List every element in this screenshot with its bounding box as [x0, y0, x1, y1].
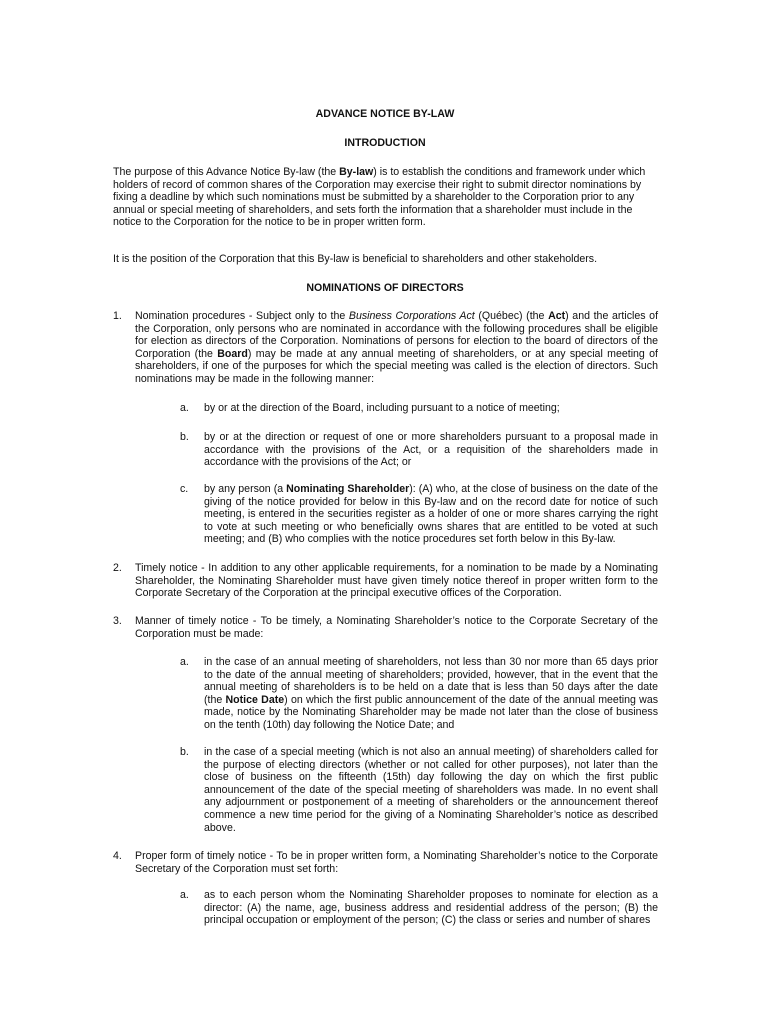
- defined-term: Nominating Shareholder: [286, 483, 410, 495]
- nominations-heading: NOMINATIONS OF DIRECTORS: [306, 282, 464, 294]
- item-text: by or at the direction of the Board, including pursuant to a notice of meeting;: [204, 402, 560, 414]
- intro-paragraph-2: It is the position of the Corporation that this By-law is beneficial to shareholders and other stakeholders.: [113, 253, 598, 265]
- section-text: Proper form of timely notice - To be in proper written form, a Nominating Shareholder’s notice to the Corporate Secretary of the Corporation must set forth:: [135, 850, 658, 875]
- item-letter: a.: [180, 656, 189, 668]
- document-title: ADVANCE NOTICE BY-LAW: [315, 108, 455, 120]
- section-number: 2.: [113, 562, 122, 574]
- section-text: Timely notice - In addition to any other applicable requirements, for a nomination to be made by a Nominating Shareholder, the Nominating Shareholder must have given timely notice thereof in proper written form to the Corporate Secretary of the Corporation at the principal executive offices of the Corporation.: [135, 562, 658, 600]
- item-letter: b.: [180, 431, 189, 443]
- item-text: by or at the direction or request of one or more shareholders pursuant to a proposal made in accordance with the provisions of the Act, or a requisition of the shareholders made in accordance with the provisions of the Act; or: [204, 431, 658, 469]
- section-text: Nomination procedures - Subject only to the Business Corporations Act (Québec) (the Act) and the articles of the Corporation, only persons who are nominated in accordance with the following procedures shall be eligible for election as directors of the Corporation. Nominations of persons for election to the board of directors of the Corporation (the Board) may be made at any annual meeting of shareholders, or at any special meeting of shareholders, if one of the purposes for which the special meeting was called is the election of directors. Such nominations may be made in the following manner:: [135, 310, 659, 385]
- item-letter: a.: [180, 402, 189, 414]
- item-text: in the case of an annual meeting of shareholders, not less than 30 nor more than 65 days prior to the date of the annual meeting of shareholders; provided, however, that in the event that the annual meeting of shareholders is to be held on a date that is less than 50 days after the date (the Notice Date) on which the first public announcement of the date of the annual meeting was made, notice by the Nominating Shareholder may be made not later than the close of business on the tenth (10th) day following the Notice Date; and: [204, 656, 659, 731]
- item-letter: a.: [180, 889, 189, 901]
- item-text: in the case of a special meeting (which is not also an annual meeting) of shareholders called for the purpose of electing directors (whether or not called for other purposes), not later than the close of business on the fifteenth (15th) day following the day on which the first public announcement of the date of the special meeting of shareholders was made. In no event shall any adjournment or postponement of a meeting of shareholders or the announcement thereof commence a new time period for the giving of a Nominating Shareholder’s notice as described above.: [204, 746, 658, 834]
- section-text: Manner of timely notice - To be timely, a Nominating Shareholder’s notice to the Corporate Secretary of the Corporation must be made:: [135, 615, 658, 640]
- defined-term: By-law: [339, 166, 374, 178]
- defined-term: Act: [548, 310, 566, 322]
- item-text: as to each person whom the Nominating Shareholder proposes to nominate for election as a director: (A) the name, age, business address and residential address of the person; (B) the principal occupation or employment of the person; (C) the class or series and number of shares: [204, 889, 658, 927]
- defined-term: Notice Date: [225, 693, 285, 706]
- defined-term: Board: [217, 347, 248, 360]
- intro-paragraph-1: The purpose of this Advance Notice By-law (the By-law) is to establish the conditions and framework under which holders of record of common shares of the Corporation may exercise their right to submit director nominations by fixing a deadline by which such nominations must be submitted by a shareholder to the Corporation prior to any annual or special meeting of shareholders, and sets forth the information that a shareholder must include in the notice to the Corporation for the notice to be in proper written form.: [113, 166, 646, 229]
- introduction-heading: INTRODUCTION: [344, 137, 426, 149]
- section-number: 1.: [113, 310, 122, 322]
- act-name: Business Corporations Act: [348, 310, 475, 322]
- item-text: by any person (a Nominating Shareholder): (A) who, at the close of business on the date of the giving of the notice provided for below in this By-law and on the record date for notice of such meeting, is entered in the securities register as a holder of one or more shares carrying the right to vote at such meeting or who beneficially owns shares that are entitled to be voted at such meeting; and (B) who complies with the notice procedures set forth below in this By-law.: [204, 483, 658, 546]
- item-letter: c.: [180, 483, 189, 495]
- section-number: 4.: [113, 850, 122, 862]
- section-number: 3.: [113, 615, 122, 627]
- item-letter: b.: [180, 746, 189, 758]
